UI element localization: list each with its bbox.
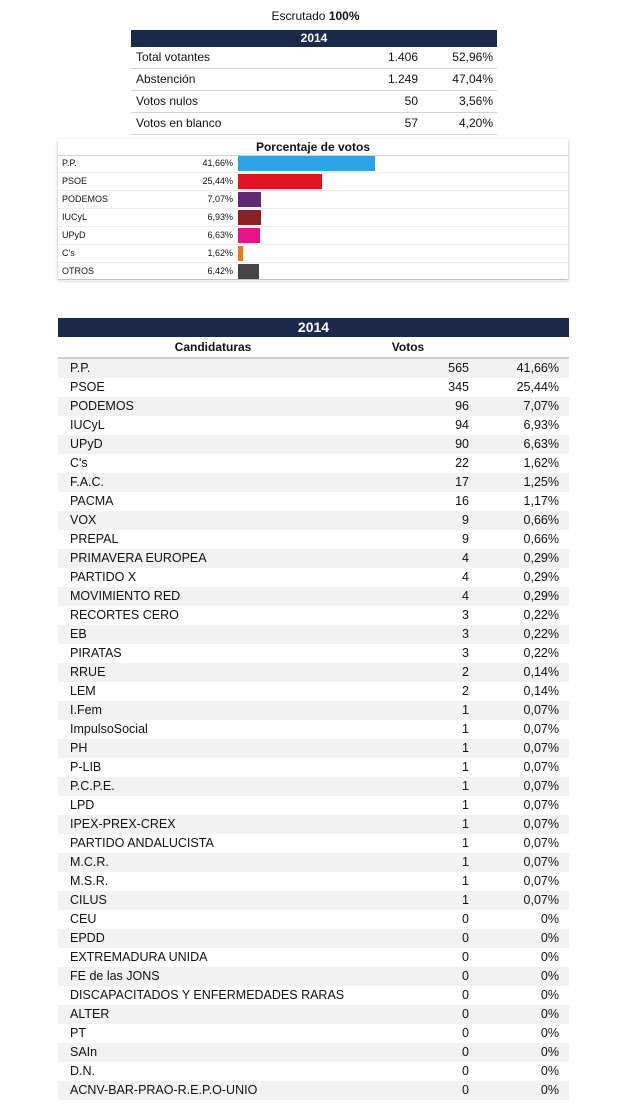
chart-row xyxy=(58,191,568,209)
result-pct: 0% xyxy=(540,1064,559,1078)
table-row xyxy=(58,473,569,492)
table-row xyxy=(58,625,569,644)
result-name: M.C.R. xyxy=(70,855,109,869)
chart-category-label: P.P. xyxy=(62,158,77,168)
result-name: PACMA xyxy=(70,494,114,508)
result-votes: 2 xyxy=(462,684,469,698)
result-pct: 0,29% xyxy=(523,570,559,584)
result-votes: 1 xyxy=(462,722,469,736)
result-name: ACNV-BAR-PRAO-R.E.P.O-UNIO xyxy=(70,1083,258,1097)
summary-label: Votos nulos xyxy=(136,94,199,108)
result-pct: 0% xyxy=(540,969,559,983)
result-name: RRUE xyxy=(70,665,106,679)
chart-title: Porcentaje de votos xyxy=(58,139,568,156)
result-pct: 0,66% xyxy=(523,532,559,546)
table-row xyxy=(58,758,569,777)
result-pct: 0% xyxy=(540,1083,559,1097)
result-pct: 1,25% xyxy=(523,475,559,489)
table-row xyxy=(58,359,569,378)
chart-row xyxy=(58,209,568,227)
result-votes: 22 xyxy=(455,456,469,470)
result-pct: 0% xyxy=(540,1007,559,1021)
table-row xyxy=(58,739,569,758)
scrutiny-value: 100% xyxy=(328,9,360,23)
summary-row xyxy=(131,91,497,113)
result-name: ImpulsoSocial xyxy=(70,722,148,736)
result-pct: 0,07% xyxy=(523,817,559,831)
table-row xyxy=(58,530,569,549)
result-votes: 345 xyxy=(448,380,469,394)
table-row xyxy=(58,1043,569,1062)
result-votes: 0 xyxy=(462,1045,469,1059)
result-votes: 94 xyxy=(455,418,469,432)
result-votes: 9 xyxy=(462,532,469,546)
result-name: PSOE xyxy=(70,380,105,394)
result-votes: 4 xyxy=(462,589,469,603)
result-name: IPEX-PREX-CREX xyxy=(70,817,176,831)
result-votes: 1 xyxy=(462,893,469,907)
result-pct: 0% xyxy=(540,950,559,964)
result-pct: 41,66% xyxy=(516,361,559,375)
chart-bar xyxy=(238,264,259,279)
table-row xyxy=(58,701,569,720)
result-votes: 0 xyxy=(462,1026,469,1040)
chart-row xyxy=(58,155,568,173)
table-row xyxy=(58,378,569,397)
result-pct: 0,07% xyxy=(523,874,559,888)
chart-category-label: OTROS xyxy=(62,266,95,276)
result-pct: 0,14% xyxy=(523,684,559,698)
result-pct: 0,07% xyxy=(523,760,559,774)
summary-pct: 4,20% xyxy=(458,116,493,130)
result-votes: 565 xyxy=(448,361,469,375)
summary-row xyxy=(131,69,497,91)
chart-row xyxy=(58,263,568,281)
table-row xyxy=(58,720,569,739)
col-votos: Votos xyxy=(391,340,425,354)
result-votes: 1 xyxy=(462,741,469,755)
result-name: EXTREMADURA UNIDA xyxy=(70,950,208,964)
chart-bar xyxy=(238,228,260,243)
result-name: F.A.C. xyxy=(70,475,105,489)
table-row xyxy=(58,834,569,853)
result-votes: 0 xyxy=(462,912,469,926)
vote-percentage-chart xyxy=(58,139,568,279)
result-votes: 3 xyxy=(462,646,469,660)
table-row xyxy=(58,644,569,663)
results-column-header xyxy=(58,337,569,359)
result-votes: 1 xyxy=(462,836,469,850)
chart-bar xyxy=(238,174,322,189)
result-pct: 0,07% xyxy=(523,855,559,869)
result-name: PARTIDO X xyxy=(70,570,137,584)
chart-value-label: 41,66% xyxy=(202,158,233,168)
result-name: PARTIDO ANDALUCISTA xyxy=(70,836,214,850)
result-pct: 0,07% xyxy=(523,893,559,907)
result-name: M.S.R. xyxy=(70,874,109,888)
result-votes: 9 xyxy=(462,513,469,527)
result-pct: 1,62% xyxy=(523,456,559,470)
result-pct: 0,29% xyxy=(523,589,559,603)
chart-value-label: 25,44% xyxy=(202,176,233,186)
result-votes: 1 xyxy=(462,703,469,717)
result-name: RECORTES CERO xyxy=(70,608,179,622)
result-pct: 0,07% xyxy=(523,798,559,812)
chart-category-label: PODEMOS xyxy=(62,194,109,204)
table-row xyxy=(58,663,569,682)
summary-votes: 57 xyxy=(404,116,418,130)
result-name: VOX xyxy=(70,513,97,527)
result-name: SAIn xyxy=(70,1045,98,1059)
summary-label: Total votantes xyxy=(136,50,211,64)
chart-category-label: UPyD xyxy=(62,230,86,240)
scrutiny-status xyxy=(0,9,631,23)
table-row xyxy=(58,549,569,568)
result-pct: 0,29% xyxy=(523,551,559,565)
result-votes: 4 xyxy=(462,570,469,584)
summary-pct: 3,56% xyxy=(458,94,493,108)
table-row xyxy=(58,1081,569,1100)
chart-row xyxy=(58,227,568,245)
result-pct: 6,93% xyxy=(523,418,559,432)
table-row xyxy=(58,872,569,891)
table-row xyxy=(58,397,569,416)
result-pct: 0,14% xyxy=(523,665,559,679)
result-votes: 0 xyxy=(462,969,469,983)
result-name: P.P. xyxy=(70,361,91,375)
chart-row xyxy=(58,245,568,263)
result-votes: 1 xyxy=(462,874,469,888)
summary-label: Votos en blanco xyxy=(136,116,222,130)
result-name: P-LIB xyxy=(70,760,102,774)
table-row xyxy=(58,910,569,929)
result-votes: 0 xyxy=(462,1007,469,1021)
table-row xyxy=(58,815,569,834)
table-row xyxy=(58,986,569,1005)
result-name: PH xyxy=(70,741,88,755)
result-votes: 90 xyxy=(455,437,469,451)
result-name: ALTER xyxy=(70,1007,110,1021)
summary-pct: 52,96% xyxy=(452,50,493,64)
result-pct: 7,07% xyxy=(523,399,559,413)
result-pct: 6,63% xyxy=(523,437,559,451)
table-row xyxy=(58,777,569,796)
result-votes: 1 xyxy=(462,817,469,831)
table-row xyxy=(58,1062,569,1081)
result-pct: 0,66% xyxy=(523,513,559,527)
result-votes: 1 xyxy=(462,855,469,869)
result-name: I.Fem xyxy=(70,703,102,717)
result-pct: 0% xyxy=(540,931,559,945)
chart-rows xyxy=(58,155,568,281)
table-row xyxy=(58,416,569,435)
chart-category-label: PSOE xyxy=(62,176,88,186)
summary-votes: 1.249 xyxy=(387,72,418,86)
table-row xyxy=(58,1005,569,1024)
result-name: MOVIMIENTO RED xyxy=(70,589,181,603)
table-row xyxy=(58,568,569,587)
result-name: LPD xyxy=(70,798,95,812)
result-votes: 0 xyxy=(462,950,469,964)
table-row xyxy=(58,891,569,910)
table-row xyxy=(58,682,569,701)
result-pct: 0,07% xyxy=(523,722,559,736)
result-pct: 0,22% xyxy=(523,608,559,622)
table-row xyxy=(58,929,569,948)
summary-pct: 47,04% xyxy=(452,72,493,86)
results-year-header: 2014 xyxy=(58,318,569,337)
result-votes: 17 xyxy=(455,475,469,489)
result-votes: 16 xyxy=(455,494,469,508)
result-pct: 1,17% xyxy=(523,494,559,508)
summary-label: Abstención xyxy=(136,72,196,86)
summary-table xyxy=(131,30,497,135)
result-votes: 0 xyxy=(462,1064,469,1078)
result-votes: 3 xyxy=(462,627,469,641)
result-votes: 0 xyxy=(462,931,469,945)
result-name: PRIMAVERA EUROPEA xyxy=(70,551,207,565)
summary-year-header: 2014 xyxy=(131,30,497,47)
summary-row xyxy=(131,113,497,135)
result-name: FE de las JONS xyxy=(70,969,160,983)
result-name: CILUS xyxy=(70,893,107,907)
col-candidaturas: Candidaturas xyxy=(174,340,252,354)
table-row xyxy=(58,1024,569,1043)
result-pct: 25,44% xyxy=(516,380,559,394)
result-name: PIRATAS xyxy=(70,646,122,660)
result-pct: 0% xyxy=(540,1045,559,1059)
chart-value-label: 6,42% xyxy=(207,266,233,276)
result-votes: 3 xyxy=(462,608,469,622)
table-row xyxy=(58,587,569,606)
chart-category-label: IUCyL xyxy=(62,212,88,222)
chart-bar xyxy=(238,156,375,171)
summary-row xyxy=(131,47,497,69)
scrutiny-label: Escrutado xyxy=(271,9,326,23)
chart-bar xyxy=(238,210,261,225)
result-pct: 0,07% xyxy=(523,703,559,717)
chart-row xyxy=(58,173,568,191)
table-row xyxy=(58,606,569,625)
chart-value-label: 6,93% xyxy=(207,212,233,222)
result-votes: 0 xyxy=(462,1083,469,1097)
table-row xyxy=(58,796,569,815)
table-row xyxy=(58,435,569,454)
table-row xyxy=(58,511,569,530)
result-pct: 0,22% xyxy=(523,646,559,660)
summary-votes: 50 xyxy=(404,94,418,108)
result-name: D.N. xyxy=(70,1064,95,1078)
result-pct: 0% xyxy=(540,912,559,926)
result-votes: 4 xyxy=(462,551,469,565)
table-row xyxy=(58,492,569,511)
chart-category-label: C's xyxy=(62,248,75,258)
result-name: C's xyxy=(70,456,88,470)
result-name: EPDD xyxy=(70,931,105,945)
result-name: PODEMOS xyxy=(70,399,134,413)
table-row xyxy=(58,454,569,473)
summary-votes: 1.406 xyxy=(387,50,418,64)
table-row xyxy=(58,967,569,986)
result-name: EB xyxy=(70,627,87,641)
result-name: CEU xyxy=(70,912,97,926)
result-pct: 0% xyxy=(540,988,559,1002)
chart-value-label: 7,07% xyxy=(207,194,233,204)
result-pct: 0,07% xyxy=(523,741,559,755)
result-pct: 0% xyxy=(540,1026,559,1040)
result-name: DISCAPACITADOS Y ENFERMEDADES RARAS xyxy=(70,988,345,1002)
chart-value-label: 1,62% xyxy=(207,248,233,258)
result-name: LEM xyxy=(70,684,96,698)
table-row xyxy=(58,853,569,872)
result-votes: 1 xyxy=(462,779,469,793)
chart-value-label: 6,63% xyxy=(207,230,233,240)
result-pct: 0,07% xyxy=(523,779,559,793)
result-votes: 0 xyxy=(462,988,469,1002)
result-name: IUCyL xyxy=(70,418,105,432)
result-pct: 0,22% xyxy=(523,627,559,641)
result-name: PT xyxy=(70,1026,86,1040)
result-name: P.C.P.E. xyxy=(70,779,115,793)
result-votes: 2 xyxy=(462,665,469,679)
results-table xyxy=(58,318,569,1100)
chart-bar xyxy=(238,246,243,261)
result-votes: 96 xyxy=(455,399,469,413)
result-pct: 0,07% xyxy=(523,836,559,850)
table-row xyxy=(58,948,569,967)
chart-bar xyxy=(238,192,261,207)
result-name: PREPAL xyxy=(70,532,119,546)
result-name: UPyD xyxy=(70,437,103,451)
result-votes: 1 xyxy=(462,798,469,812)
result-votes: 1 xyxy=(462,760,469,774)
